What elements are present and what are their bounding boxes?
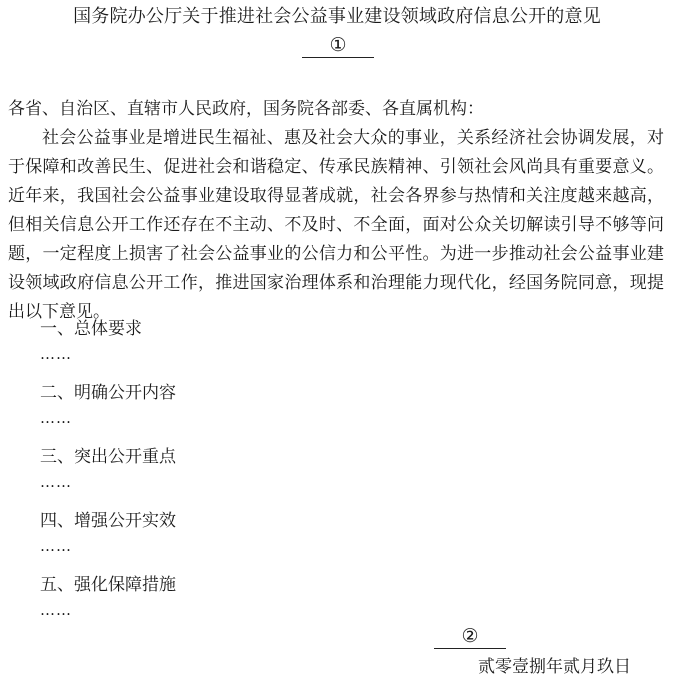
section-item bbox=[40, 442, 440, 506]
section-list bbox=[40, 314, 440, 634]
section-heading: 二、明确公开内容 bbox=[40, 383, 176, 403]
fill-in-blank-1: ① bbox=[302, 33, 374, 58]
body-paragraph-block bbox=[8, 124, 664, 327]
section-ellipsis: …… bbox=[40, 473, 72, 491]
section-item bbox=[40, 314, 440, 378]
document-title: 国务院办公厅关于推进社会公益事业建设领域政府信息公开的意见 bbox=[73, 6, 601, 27]
section-ellipsis: …… bbox=[40, 409, 72, 427]
fill-in-blank-2: ② bbox=[434, 624, 506, 649]
issue-date: 贰零壹捌年贰月玖日 bbox=[478, 657, 631, 677]
section-heading: 四、增强公开实效 bbox=[40, 511, 176, 531]
section-ellipsis: …… bbox=[40, 601, 72, 619]
section-ellipsis: …… bbox=[40, 345, 72, 363]
body-paragraph: 社会公益事业是增进民生福祉、惠及社会大众的事业，关系经济社会协调发展，对于保障和改善民生、促进社会和谐稳定、传承民族精神、引领社会风尚具有重要意义。近年来，我国社会公益事业建设取得显著成就，社会各界参与热情和关注度越来越高，但相关信息公开工作还存在不主动、不及时、不全面，面对公众关切解读引导不够等问题，一定程度上损害了社会公益事业的公信力和公平性。为进一步推动社会公益事业建设领域政府信息公开工作，推进国家治理体系和治理能力现代化，经国务院同意，现提出以下意见。 bbox=[8, 128, 664, 322]
section-item bbox=[40, 570, 440, 634]
section-ellipsis: …… bbox=[40, 537, 72, 555]
section-item bbox=[40, 378, 440, 442]
section-heading: 五、强化保障措施 bbox=[40, 575, 176, 595]
section-heading: 一、总体要求 bbox=[40, 319, 142, 339]
section-heading: 三、突出公开重点 bbox=[40, 447, 176, 467]
section-item bbox=[40, 506, 440, 570]
salutation: 各省、自治区、直辖市人民政府，国务院各部委、各直属机构： bbox=[8, 99, 484, 119]
